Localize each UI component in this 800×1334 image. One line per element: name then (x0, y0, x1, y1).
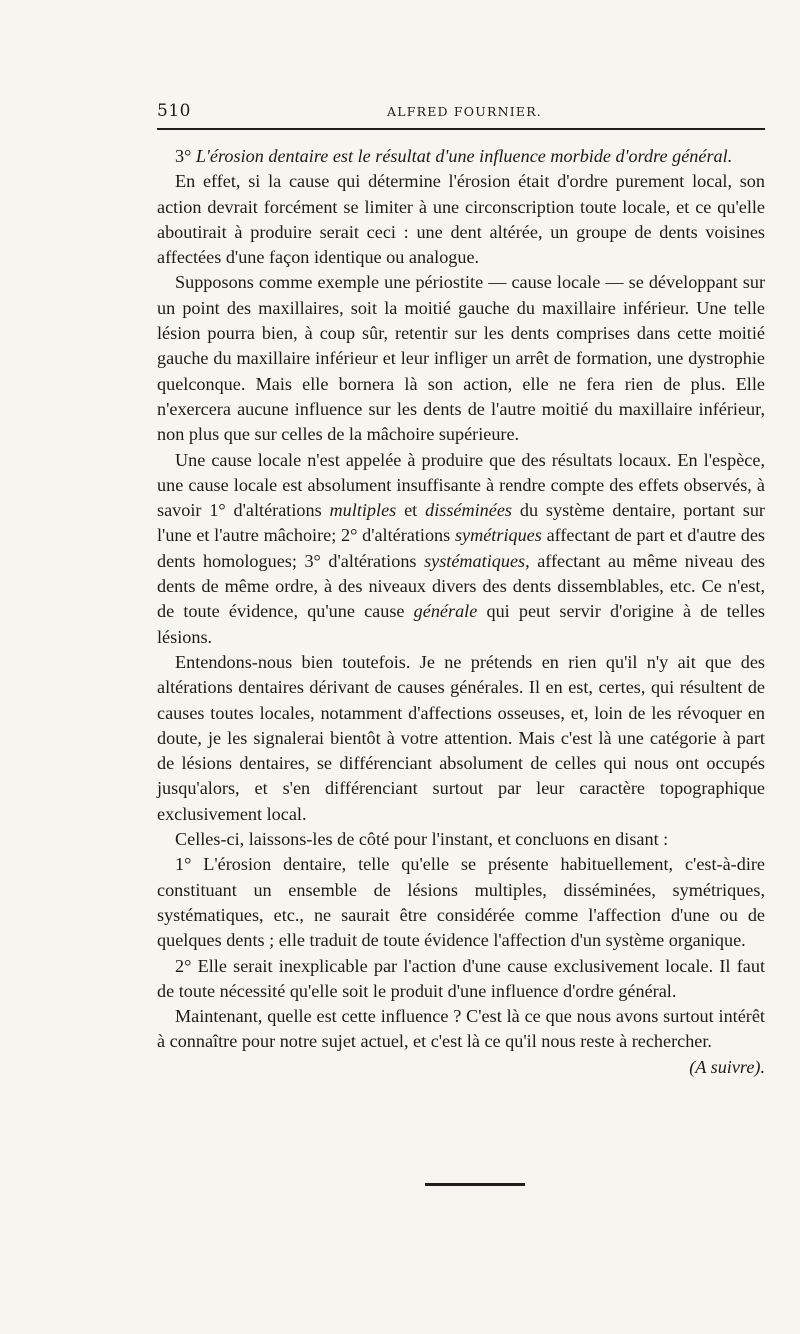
body-text (157, 144, 765, 1080)
p3-text-b: du système dentaire, portant sur l'une et l'autre mâchoire; 2° d'altérations (157, 500, 765, 546)
paragraph-1: En effet, si la cause qui détermine l'érosion était d'ordre purement local, son action devrait forcément se limiter à une circonscription toute locale, et ce qu'elle aboutirait à produire serait ceci : une dent altérée, un groupe de dents voisines affectées d'une façon identique ou analogue. (157, 171, 765, 268)
p3-generale: générale (413, 601, 478, 622)
p8-text: Maintenant, quelle est cette influence ? C'est là ce que nous avons surtout intérêt à connaître pour notre sujet actuel, et c'est là ce qu'il nous reste à rechercher. (157, 1006, 765, 1052)
paragraph-7: 2° Elle serait inexplicable par l'action d'une cause exclusivement locale. Il faut de toute nécessité qu'elle soit le produit d'une influence d'ordre général. (157, 955, 765, 1001)
paragraph-3 (157, 448, 765, 650)
paragraph-2: Supposons comme exemple une périostite — cause locale — se développant sur un point des maxillaires, soit la moitié gauche du maxillaire inférieur. Une telle lésion pourra bien, à coup sûr, retentir sur les dents comprises dans cette moitié gauche du maxillaire inférieur et leur infliger un arrêt de formation, une dystrophie quelconque. Mais elle bornera là son action, elle ne fera rien de plus. Elle n'exercera aucune influence sur les dents de l'autre moitié du maxillaire inférieur, non plus que sur celles de la mâchoire supérieure. (157, 272, 765, 445)
paragraph-5: Celles-ci, laissons-les de côté pour l'instant, et concluons en disant : (175, 829, 669, 850)
paragraph-8 (157, 1004, 765, 1077)
p3-symetriques: symétriques (454, 525, 542, 546)
page-header (157, 101, 769, 125)
running-head: ALFRED FOURNIER. (387, 104, 542, 119)
heading-italic: L'érosion dentaire est le résultat d'une influence morbide d'ordre général. (195, 146, 733, 166)
p3-text-a: Une cause locale n'est appelée à produire que des résultats locaux. En l'espèce, une cause locale est absolument insuffisante à rendre compte des effets observés, à savoir 1° d'altérations (157, 449, 765, 521)
p3-text-e: qui peut servir d'origine à de telles lésions. (157, 601, 765, 647)
p3-et: et (396, 500, 426, 521)
end-rule (425, 1183, 525, 1186)
heading-number: 3° (175, 146, 196, 166)
to-follow-note (671, 1055, 765, 1080)
p3-text-c: affectant de part et d'autre des dents homologues; 3° d'altérations (157, 525, 765, 571)
paragraph-4: Entendons-nous bien toutefois. Je ne prétends en rien qu'il n'y ait que des altérations dentaires dérivant de causes générales. Il en est, certes, qui résultent de causes toutes locales, notamment d'affections osseuses, et, loin de les révoquer en doute, je les signalerai bientôt à votre attention. Mais c'est là une catégorie à part de lésions dentaires, se différenciant absolument de celles qui nous ont occupés jusqu'alors, et s'en différenciant surtout par leur caractère topographique exclusivement local. (157, 651, 765, 824)
page-number: 510 (157, 101, 191, 121)
page (157, 0, 769, 1334)
p3-text-d: , affectant au même niveau des dents de même ordre, à des niveaux divers des dents dissemblables, etc. Ce n'est, de toute évidence, qu'une cause (157, 550, 765, 622)
p3-multiples: multiples (329, 500, 397, 521)
section-heading (157, 144, 765, 169)
paragraph-6: 1° L'érosion dentaire, telle qu'elle se présente habituellement, c'est-à-dire constituant un ensemble de lésions multiples, disséminées, symétriques, systématiques, etc., ne saurait être considérée comme l'affection d'une ou de quelques dents ; elle traduit de toute évidence l'affection d'un système organique. (157, 854, 765, 951)
header-rule (157, 128, 765, 130)
p3-disseminees: disséminées (425, 500, 512, 521)
to-follow-text: (A suivre). (689, 1056, 765, 1077)
p3-systematiques: systématiques (424, 550, 526, 571)
